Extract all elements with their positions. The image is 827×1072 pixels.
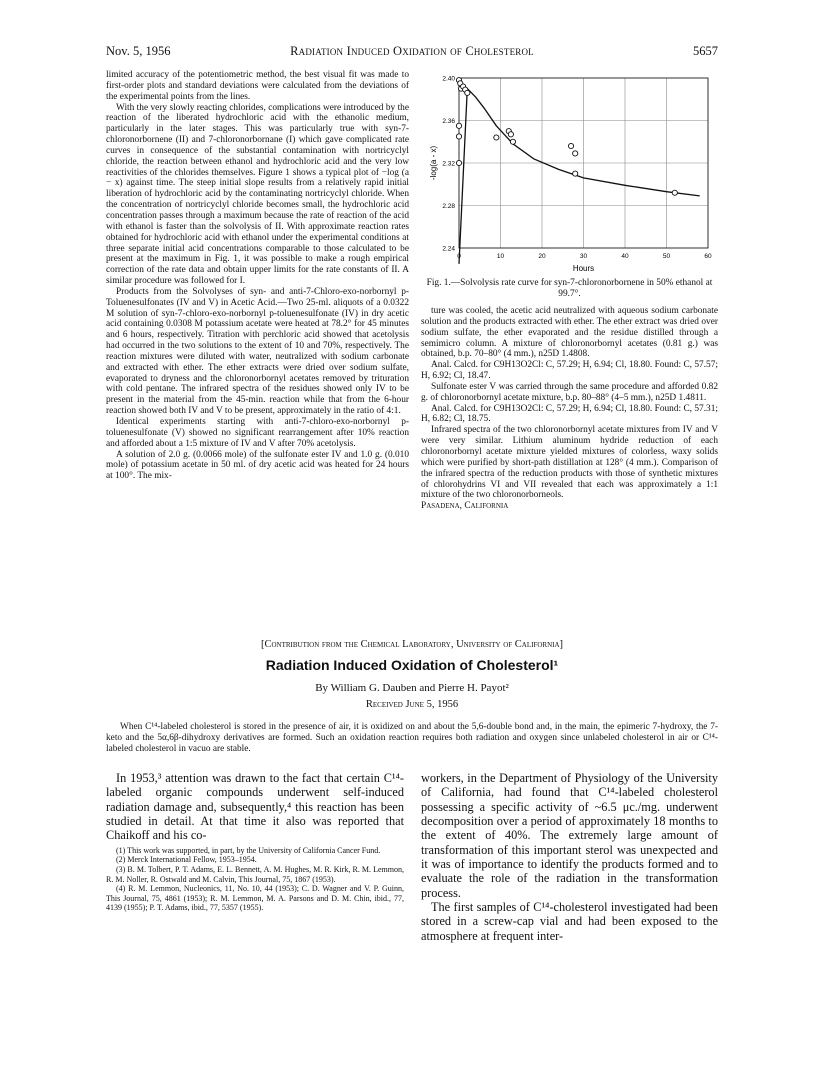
left-column (106, 70, 409, 482)
footnote: (4) R. M. Lemmon, Nucleonics, 11, No. 10, 44 (1953); C. D. Wagner and V. P. Guinn, This Journal, 75, 4861 (1953); R. M. Lemmon, M. A. Parsons and D. M. Chin, ibid., 77, 4139 (1955); P. T. Adams, ibid., 77, 5357 (1955). (106, 884, 404, 913)
paragraph: Sulfonate ester V was carried through the same procedure and afforded 0.82 g. of chloronorbornyl acetate mixture, b.p. 80–88° (4–5 mm.), n25D 1.4811. (421, 381, 718, 403)
y-tick-label: 2.32 (442, 160, 455, 168)
y-axis-label: -log(a - x) (429, 145, 438, 181)
paragraph: workers, in the Department of Physiology of the University of California, had found that C¹⁴-labeled cholesterol possessing a specific activity of ~6.5 μc./mg. underwent decomposition over a period of approximately 18 months to the extent of 40%. The extremely large amount of transformation of this important sterol was unexpected and it was of importance to identify the products formed and to evaluate the role of the radiation in the transformation process. (421, 771, 718, 900)
x-tick-label: 0 (457, 253, 461, 260)
data-point (494, 135, 499, 140)
data-point (508, 132, 513, 137)
data-point (672, 190, 677, 195)
x-tick-label: 10 (496, 253, 505, 260)
x-tick-label: 40 (621, 253, 629, 260)
body-left-column (106, 771, 404, 913)
paragraph: In 1953,³ attention was drawn to the fact that certain C¹⁴-labeled organic compounds underwent self-induced radiation damage and, subsequently,⁴ this reaction has been studied in detail. At that time it also was reported that Chaikoff and his co- (106, 771, 404, 843)
footnote: (1) This work was supported, in part, by the University of California Cancer Fund. (116, 845, 381, 855)
abstract: When C¹⁴-labeled cholesterol is stored in the presence of air, it is oxidized on and about the 5,6-double bond and, in the main, the epimeric 7-hydroxy, the 7-keto and the 5α,6β-dihydroxy derivatives are formed. Such an oxidation reaction requires both radiation and oxygen since unlabeled cholesterol in air or C¹⁴-labeled cholesterol in vacuo are stable. (106, 722, 718, 754)
received-date: Received June 5, 1956 (365, 699, 459, 710)
paragraph: limited accuracy of the potentiometric method, the best visual fit was made to first-order plots and standard deviations were calculated from the deviations of the experimental points from the lines. (106, 70, 409, 102)
data-point (568, 143, 573, 148)
header-page-number: 5657 (693, 44, 718, 58)
paragraph: Infrared spectra of the two chloronorbornyl acetate mixtures from IV and V were very similar. Lithium aluminum hydride reduction of each chloronorbornyl acetate mixture yielded mixtures of colorless, waxy solids which were purified by short-path distillation at 128° (4 mm.). Comparison of the infrared spectra of the reduction products with those of synthetic mixtures of chlorohydrins VI and VII revealed that each was approximately a 1:1 mixture of the two chloronorborneols. (421, 425, 718, 501)
paragraph: The first samples of C¹⁴-cholesterol investigated had been stored in a screw-cap vial and had been exposed to the atmosphere at frequent inter- (421, 900, 718, 943)
data-point (456, 134, 461, 139)
location: Pasadena, California (421, 501, 509, 512)
x-axis-label: Hours (572, 264, 595, 273)
data-point (456, 160, 461, 165)
data-point (573, 151, 578, 156)
y-tick-label: 2.24 (442, 245, 455, 253)
contribution-line: [Contribution from the Chemical Laboratory, University of California] (260, 639, 564, 650)
byline: By William G. Dauben and Pierre H. Payot² (315, 682, 509, 694)
y-tick-label: 2.40 (442, 75, 455, 83)
x-tick-label: 50 (662, 253, 671, 260)
running-header (106, 44, 718, 60)
y-tick-label: 2.28 (442, 203, 455, 210)
paragraph: ture was cooled, the acetic acid neutralized with aqueous sodium carbonate solution and the products extracted with ether. The ether extract was dried over sodium sulfate, the ether evaporated and the residue distilled through a semimicro column. A mixture of chloronorbornyl acetates (0.81 g.) was obtained, b.p. 70–80° (4 mm.), n25D 1.4808. (421, 306, 718, 360)
x-tick-label: 20 (538, 253, 546, 260)
paragraph: With the very slowly reacting chlorides, complications were introduced by the reaction of the liberated hydrochloric acid with the ethanolic medium, particularly in the later stages. This was particularly true with syn-7-chloronorbornene (II) and 7-chloronorbornane (I) which gave complicated rate curves in consequence of the substantial contamination with nortricyclyl chloride, the reaction between ethanol and hydrochloric acid and the very low reactivities of the chlorides themselves. Figure 1 shows a typical plot of −log (a − x) against time. The steep initial slope results from a relatively rapid initial liberation of hydrochloric acid by the contaminating nortricyclyl chloride. When the concentration of nortricyclyl chloride becomes small, the hydrochloric acid concentration passes through a maximum because the rate of reaction of the acid with ethanol is faster than the solvolysis of II. With approximate reaction rates obtained for hydrochloric acid with ethanol under the experimental conditions at three separate initial acid concentrations comparable to those calculated to be present at the maximum in Fig. 1, it was possible to make a rough empirical correction of the rate data and obtain upper limits for the rate constants of II. A similar procedure was followed for I. (106, 102, 409, 287)
footnote: (3) B. M. Tolbert, P. T. Adams, E. L. Bennett, A. M. Hughes, M. R. Kirk, R. M. Lemmon, R. M. Noller, R. Ostwald and M. Calvin, This Journal, 75, 1867 (1953). (106, 864, 404, 884)
x-tick-label: 60 (704, 253, 712, 260)
data-point (456, 123, 461, 128)
chart-svg (421, 70, 718, 274)
y-tick-label: 2.36 (442, 118, 455, 125)
header-date: Nov. 5, 1956 (106, 44, 171, 58)
x-tick-label: 30 (579, 253, 588, 260)
paragraph: A solution of 2.0 g. (0.0066 mole) of the sulfonate ester IV and 1.0 g. (0.010 mole) of potassium acetate in 50 ml. of dry acetic acid was heated for 24 hours at 100°. The mix- (106, 449, 409, 482)
footnote: (2) Merck International Fellow, 1953–1954. (116, 855, 257, 865)
body-right-column (421, 771, 718, 943)
footnotes (106, 846, 404, 913)
paragraph: Products from the Solvolyses of syn- and anti-7-Chloro-exo-norbornyl p-Toluenesulfonates (IV and V) in Acetic Acid.—Two 25-ml. aliquots of a 0.0322 M solution of syn-7-chloro-exo-norbornyl p-toluenesulfonate (IV) in dry acetic acid containing 0.0308 M potassium acetate were heated at 78.2° for 45 minutes and 6 hours, respectively. Titration with perchloric acid showed that acetolysis had occurred in the two solutions to the extent of 10 and 70%, respectively. The reaction mixtures were diluted with water, neutralized with sodium carbonate and extracted with ether. The ether extracts were dried over sodium sulfate, evaporated to dryness and the chloronorbornyl acetates removed by trituration with cold pentane. The infrared spectra of the residues showed only IV to be present in the material from the 45-min. reaction while that from the 6-hour reaction showed both IV and V to be present, approximately in the ratio of 4:1. (106, 286, 409, 417)
figure-1-chart (421, 70, 718, 274)
paragraph: Identical experiments starting with anti-7-chloro-exo-norbornyl p-toluenesulfonate (V) showed no significant rearrangement after 10% reaction and afforded about a 1:5 mixture of IV and V after 70% acetolysis. (106, 417, 409, 449)
data-point (510, 139, 515, 144)
fitted-curve (459, 89, 700, 264)
header-title: Radiation Induced Oxidation of Cholesterol (290, 44, 534, 58)
figure-caption: Fig. 1.—Solvolysis rate curve for syn-7-chloronorbornene in 50% ethanol at 99.7°. (426, 278, 713, 299)
data-point (465, 90, 470, 95)
article-title: Radiation Induced Oxidation of Cholesterol¹ (265, 657, 559, 673)
right-column (421, 70, 718, 512)
data-point (573, 171, 578, 176)
paragraph: Anal. Calcd. for C9H13O2Cl: C, 57.29; H, 6.94; Cl, 18.80. Found: C, 57.31; H, 6.82; Cl, 18.75. (421, 403, 718, 425)
paragraph: Anal. Calcd. for C9H13O2Cl: C, 57.29; H, 6.94; Cl, 18.80. Found: C, 57.57; H, 6.92; Cl, 18.47. (421, 360, 718, 382)
